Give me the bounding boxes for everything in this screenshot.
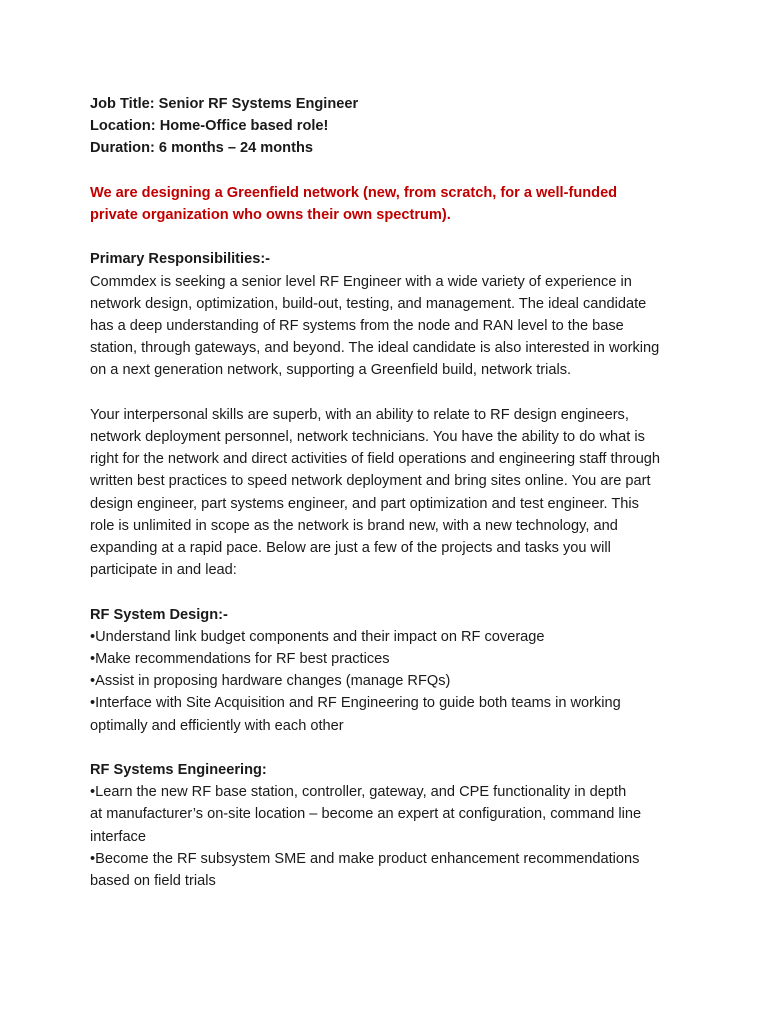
- list-item: [90, 670, 688, 692]
- rf-systems-heading: RF Systems Engineering:: [90, 762, 267, 779]
- highlight-line-1: We are designing a Greenfield network (new, from scratch, for a well-funded: [90, 184, 618, 201]
- spacer: [90, 737, 688, 759]
- spacer: [90, 581, 688, 603]
- list-item-text: Interface with Site Acquisition and RF Engineering to guide both teams in working: [95, 695, 621, 712]
- rf-systems-list: [90, 781, 688, 892]
- paragraph-line: has a deep understanding of RF systems from the node and RAN level to the base: [90, 318, 624, 334]
- paragraph-line: written best practices to speed network deployment and bring sites online. You are part: [90, 473, 651, 490]
- list-item: [90, 648, 688, 670]
- bullet-icon: •: [90, 784, 96, 801]
- list-item-text: Make recommendations for RF best practices: [95, 651, 390, 668]
- list-item-text: Understand link budget components and their impact on RF coverage: [95, 628, 545, 645]
- paragraph-line: Commdex is seeking a senior level RF Engineer with a wide variety of experience in: [90, 273, 632, 290]
- list-item: [90, 692, 688, 736]
- bullet-icon: •: [90, 673, 96, 690]
- bullet-icon: •: [90, 628, 96, 645]
- job-title: Job Title: Senior RF Systems Engineer: [90, 96, 359, 112]
- highlight-line-2: private organization who owns their own spectrum).: [90, 207, 451, 223]
- rf-design-list: [90, 626, 688, 737]
- list-item-text-continued: optimally and efficiently with each other: [90, 717, 344, 734]
- list-item-text: Become the RF subsystem SME and make product enhancement recommendations: [95, 850, 640, 867]
- spacer: [90, 226, 688, 248]
- list-item-text: Assist in proposing hardware changes (manage RFQs): [95, 673, 451, 690]
- spacer: [90, 160, 688, 182]
- responsibilities-paragraph-1: [90, 271, 688, 382]
- paragraph-line: participate in and lead:: [90, 562, 237, 579]
- list-item-text: Learn the new RF base station, controller, gateway, and CPE functionality in depth: [95, 784, 627, 801]
- paragraph-line: network deployment personnel, network technicians. You have the ability to do what is: [90, 429, 645, 445]
- list-item: [90, 626, 688, 648]
- responsibilities-heading: Primary Responsibilities:-: [90, 251, 271, 268]
- list-item-text-continued: based on field trials: [90, 873, 216, 890]
- paragraph-line: network design, optimization, build-out, testing, and management. The ideal candidate: [90, 295, 647, 312]
- paragraph-line: station, through gateways, and beyond. The ideal candidate is also interested in working: [90, 340, 660, 357]
- paragraph-line: right for the network and direct activities of field operations and engineering staff through: [90, 451, 661, 468]
- responsibilities-paragraph-2: [90, 404, 688, 582]
- job-location: Location: Home-Office based role!: [90, 118, 329, 135]
- rf-design-heading: RF System Design:-: [90, 606, 228, 623]
- paragraph-line: on a next generation network, supporting a Greenfield build, network trials.: [90, 362, 572, 379]
- list-item-text-continued: at manufacturer’s on-site location – become an expert at configuration, command line: [90, 806, 642, 823]
- paragraph-line: Your interpersonal skills are superb, with an ability to relate to RF design engineers,: [90, 406, 629, 423]
- bullet-icon: •: [90, 695, 96, 712]
- bullet-icon: •: [90, 850, 96, 867]
- list-item: [90, 781, 688, 848]
- spacer: [90, 382, 688, 404]
- bullet-icon: •: [90, 651, 96, 668]
- paragraph-line: expanding at a rapid pace. Below are just a few of the projects and tasks you will: [90, 540, 611, 557]
- paragraph-line: role is unlimited in scope as the network is brand new, with a new technology, and: [90, 517, 618, 534]
- list-item: [90, 848, 688, 892]
- job-duration: Duration: 6 months – 24 months: [90, 140, 313, 157]
- paragraph-line: design engineer, part systems engineer, and part optimization and test engineer. This: [90, 495, 639, 512]
- list-item-text-continued: interface: [90, 828, 146, 845]
